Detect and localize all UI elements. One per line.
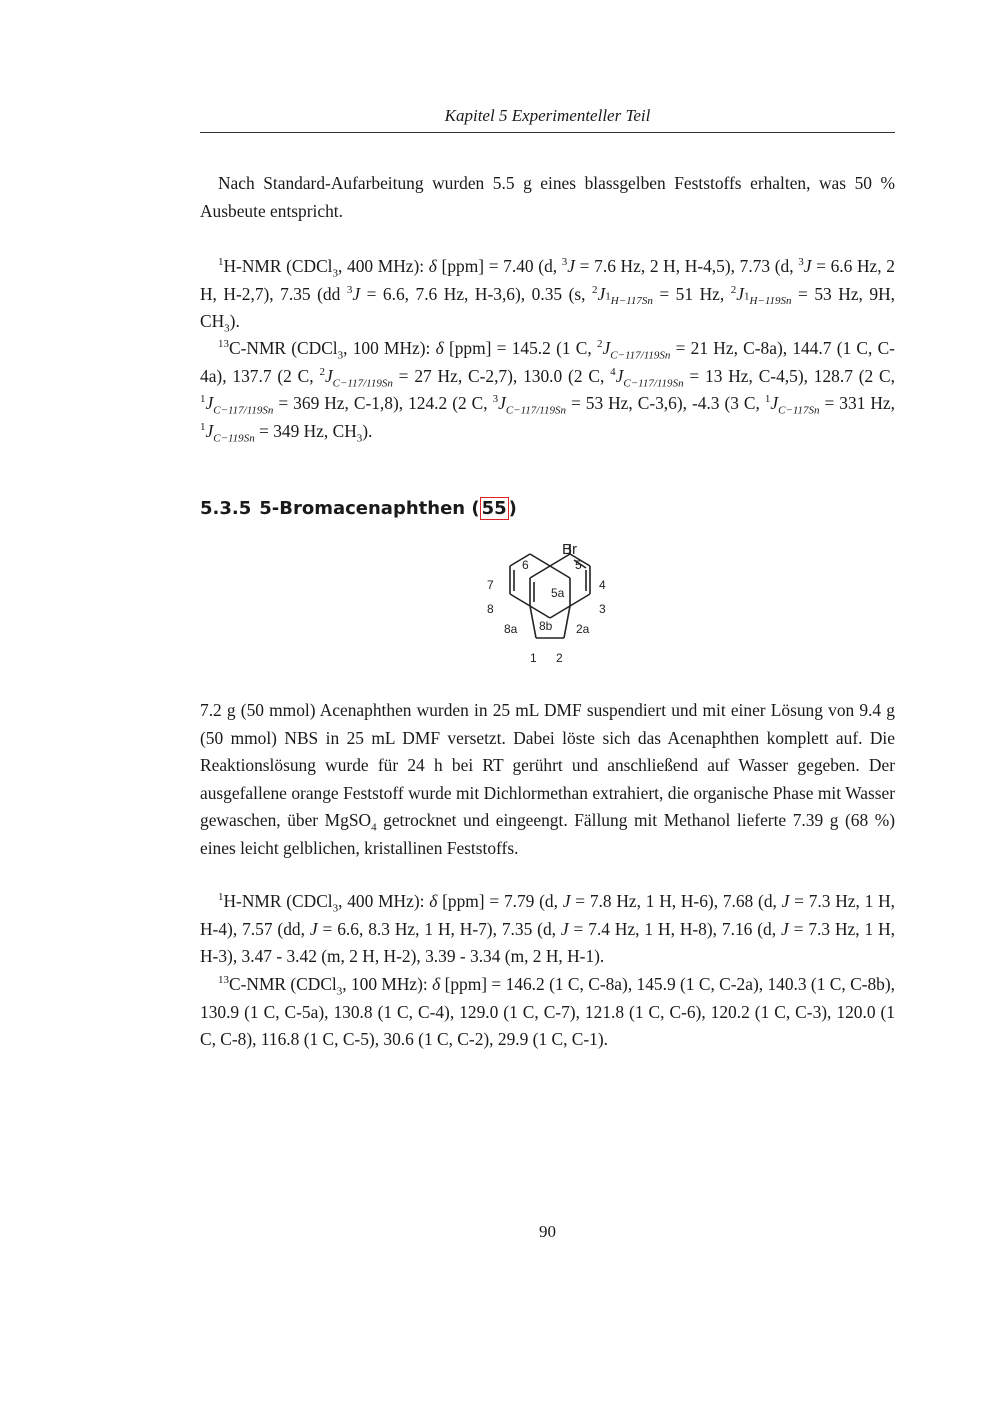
procedure-paragraph: 7.2 g (50 mmol) Acenaphthen wurden in 25 mL DMF suspendiert und mit einer Lösung von 9.4 g (50 mmol) NBS in 25 mL DMF versetzt. Dabei löste sich das Acenaphthen komplett auf. Die Reaktionslösung wurde für 24 h bei RT gerührt und anschließend auf Wasser gegeben. Der ausgefallene orange Feststoff wurde mit Dichlormethan extrahiert, die organische Phase mit Wasser gewaschen, über MgSO$_4$ getrocknet und eingeengt. Fällung mit Methanol lieferte 7.39 g (68 %) eines leicht gelblichen, kristallinen Feststoffs. [200, 700, 895, 858]
workup-paragraph: Nach Standard-Aufarbeitung wurden 5.5 g eines blassgelben Feststoffs erhalten, was 50 % Ausbeute entspricht. [200, 173, 895, 221]
tin-subscript: Sn [780, 294, 792, 307]
atom-label-3: 3 [599, 602, 606, 616]
tin-subscript: Sn [555, 404, 566, 417]
page-header: Kapitel 5 Experimenteller Teil [200, 106, 895, 133]
atom-label-6: 6 [522, 558, 529, 572]
tin-subscript: Sn [243, 431, 255, 444]
tin-subscript: Sn [381, 376, 393, 389]
compound-reference-link[interactable]: 55 [481, 498, 507, 519]
tin-subscript: Sn [659, 349, 671, 362]
atom-label-5: 5 [575, 558, 582, 572]
tin-subscript: Sn [672, 376, 684, 389]
tin-subscript: Sn [641, 294, 653, 307]
h-nmr-paragraph-2: $^1$H-NMR (CDCl$_3$, 400 MHz): δ [ppm] = 7.79 (d, J = 7.8 Hz, 1 H, H-6), 7.68 (d, J = 7.3 Hz, 1 H, H-4), 7.57 (dd, J = 6.6, 8.3 Hz, 1 H, H-7), 7.35 (d, J = 7.4 Hz, 1 H, H-8), 7.16 (d, J = 7.3 Hz, 1 H, H-3), 3.47 - 3.42 (m, 2 H, H-2), 3.39 - 3.34 (m, 2 H, H-1). [200, 891, 896, 966]
h-nmr-paragraph-1: $^1$H-NMR (CDCl$_3$, 400 MHz): δ [ppm] = 7.40 (d, $^3$J = 7.6 Hz, 2 H, H-4,5), 7.73 (d, $^3$J = 6.6 Hz, 2 H, H-2,7), 7.35 (dd $^3$J = 6.6, 7.6 Hz, H-3,6), 0.35 (s, $^2J_{^1H-117Sn} = 51$ Hz, $^2J_{^1H-119Sn} = 53$ Hz, 9H, $CH_3$). [200, 256, 896, 335]
tin-subscript: Sn [262, 404, 274, 417]
atom-label-8b: 8b [539, 619, 553, 633]
c-nmr-paragraph-1: $^{13}$C-NMR (CDCl$_3$, 100 MHz): δ [ppm] = 145.2 (1 C, $^2J_{C-117/119Sn} = 21$ Hz, C-8a), 144.7 (1 C, C-4a), 137.7 (2 C, $^2J_{C-117/119Sn} = 27$ Hz, C-2,7), 130.0 (2 C, $^4J_{C-117/119Sn} = 13$ Hz, C-4,5), 128.7 (2 C, $^1J_{C-117/119Sn} = 369$ Hz, C-1,8), 124.2 (2 C, $^3J_{C-117/119Sn} = 53$ Hz, C-3,6), -4.3 (3 C, $^1J_{C-117Sn} = 331$ Hz, $^1J_{C-119Sn} = 349$ Hz, $CH_3$). [200, 338, 896, 444]
atom-label-1: 1 [530, 651, 537, 665]
atom-label-2: 2 [556, 651, 563, 665]
section-heading: 5.3.5 5-Bromacenaphthen ( 55 ) [200, 498, 517, 519]
atom-label-8a: 8a [504, 622, 518, 636]
c-nmr-paragraph-2: $^{13}$C-NMR (CDCl$_3$, 100 MHz): δ [ppm] = 146.2 (1 C, C-8a), 145.9 (1 C, C-2a), 140.3 (1 C, C-8b), 130.9 (1 C, C-5a), 130.8 (1 C, C-4), 129.0 (1 C, C-7), 121.8 (1 C, C-6), 120.2 (1 C, C-3), 120.0 (1 C, C-8), 116.8 (1 C, C-5), 30.6 (1 C, C-2), 29.9 (1 C, C-1). [200, 974, 895, 1049]
acenaphthene-structure [480, 538, 630, 668]
atom-label-8: 8 [487, 602, 494, 616]
atom-label-br: Br [562, 541, 577, 558]
tin-subscript: Sn [808, 404, 820, 417]
atom-label-2a: 2a [576, 622, 590, 636]
page-number: 90 [539, 1222, 556, 1241]
atom-label-5a: 5a [551, 586, 565, 600]
atom-label-4: 4 [599, 578, 606, 592]
atom-label-7: 7 [487, 578, 494, 592]
